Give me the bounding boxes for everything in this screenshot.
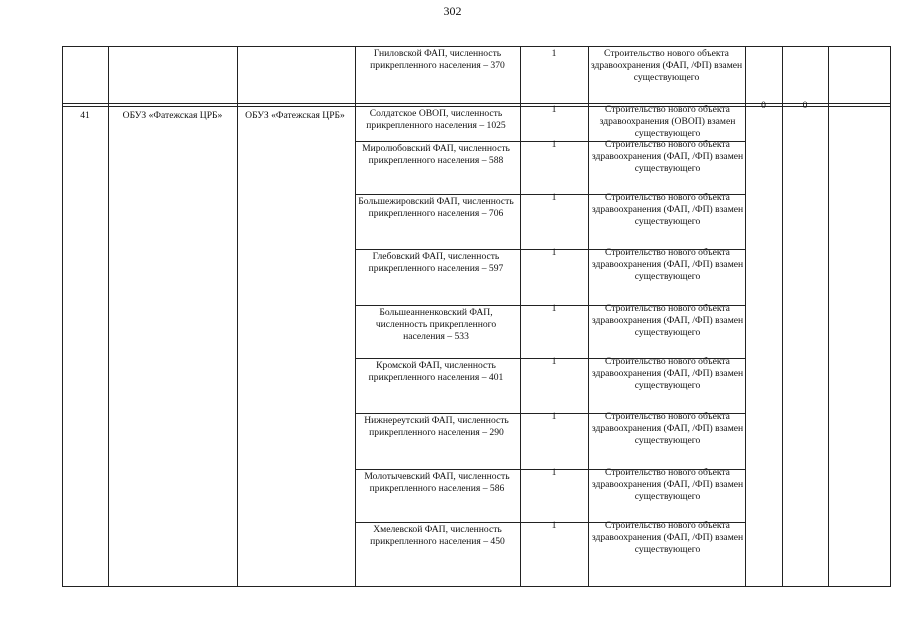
count-cell: 1	[551, 48, 557, 59]
facility-cell: Хмелевской ФАП, численность прикрепленного населения – 450	[370, 524, 505, 547]
district-org-cell: ОБУЗ «Фатежская ЦРБ»	[122, 110, 223, 121]
facility-cell: Солдатское ОВОП, численность прикрепленного населения – 1025	[366, 108, 506, 131]
table-bottom-border	[62, 586, 891, 587]
column-line	[782, 46, 783, 587]
action-cell: Строительство нового объекта здравоохранения (ФАП, /ФП) взамен существующего	[591, 411, 744, 446]
count-cell: 1	[551, 192, 557, 203]
facility-cell: Нижнереутский ФАП, численность прикрепленного населения – 290	[364, 415, 509, 438]
action-cell: Строительство нового объекта здравоохранения (ФАП, /ФП) взамен существующего	[591, 467, 744, 502]
table-top-border	[62, 46, 891, 47]
count-cell: 1	[551, 467, 557, 478]
column-line	[237, 46, 238, 587]
facility-cell: Миролюбовский ФАП, численность прикрепленного населения – 588	[362, 143, 510, 166]
facility-cell: Большежировский ФАП, численность прикрепленного населения – 706	[358, 196, 514, 219]
action-cell: Строительство нового объекта здравоохранения (ФАП, /ФП) взамен существующего	[591, 139, 744, 174]
facility-cell: Большеанненковский ФАП, численность прикрепленного населения – 533	[375, 307, 497, 342]
page-number: 302	[443, 4, 462, 18]
action-cell: Строительство нового объекта здравоохранения (ФАП, /ФП) взамен существующего	[590, 48, 743, 83]
facility-cell: Молотычевский ФАП, численность прикрепленного населения – 586	[364, 471, 510, 494]
action-cell: Строительство нового объекта здравоохранения (ФАП, /ФП) взамен существующего	[591, 303, 744, 338]
action-cell: Строительство нового объекта здравоохранения (ФАП, /ФП) взамен существующего	[591, 356, 744, 391]
column-line	[108, 46, 109, 587]
count-cell: 1	[551, 356, 557, 367]
count-cell: 1	[551, 411, 557, 422]
action-cell: Строительство нового объекта здравоохранения (ФАП, /ФП) взамен существующего	[591, 520, 744, 555]
org-cell: ОБУЗ «Фатежская ЦРБ»	[245, 110, 345, 121]
value-a-cell: 0	[761, 100, 766, 111]
value-b-cell: 0	[802, 100, 808, 111]
row-index: 41	[80, 110, 90, 121]
column-line	[890, 46, 891, 587]
action-cell: Строительство нового объекта здравоохранения (ФАП, /ФП) взамен существующего	[591, 192, 744, 227]
facility-cell: Гниловской ФАП, численность прикрепленного населения – 370	[370, 48, 505, 71]
column-line	[588, 46, 589, 587]
count-cell: 1	[551, 303, 557, 314]
count-cell: 1	[551, 139, 557, 150]
count-cell: 1	[551, 104, 557, 115]
facility-cell: Кромской ФАП, численность прикрепленного населения – 401	[368, 360, 504, 383]
column-line	[520, 46, 521, 587]
action-cell: Строительство нового объекта здравоохранения (ОВОП) взамен существующего	[599, 104, 736, 139]
count-cell: 1	[551, 247, 557, 258]
column-line	[828, 46, 829, 587]
column-line	[745, 46, 746, 587]
count-cell: 1	[551, 520, 557, 531]
action-cell: Строительство нового объекта здравоохранения (ФАП, /ФП) взамен существующего	[591, 247, 744, 282]
facility-cell: Глебовский ФАП, численность прикрепленного населения – 597	[368, 251, 504, 274]
column-line	[62, 46, 63, 587]
